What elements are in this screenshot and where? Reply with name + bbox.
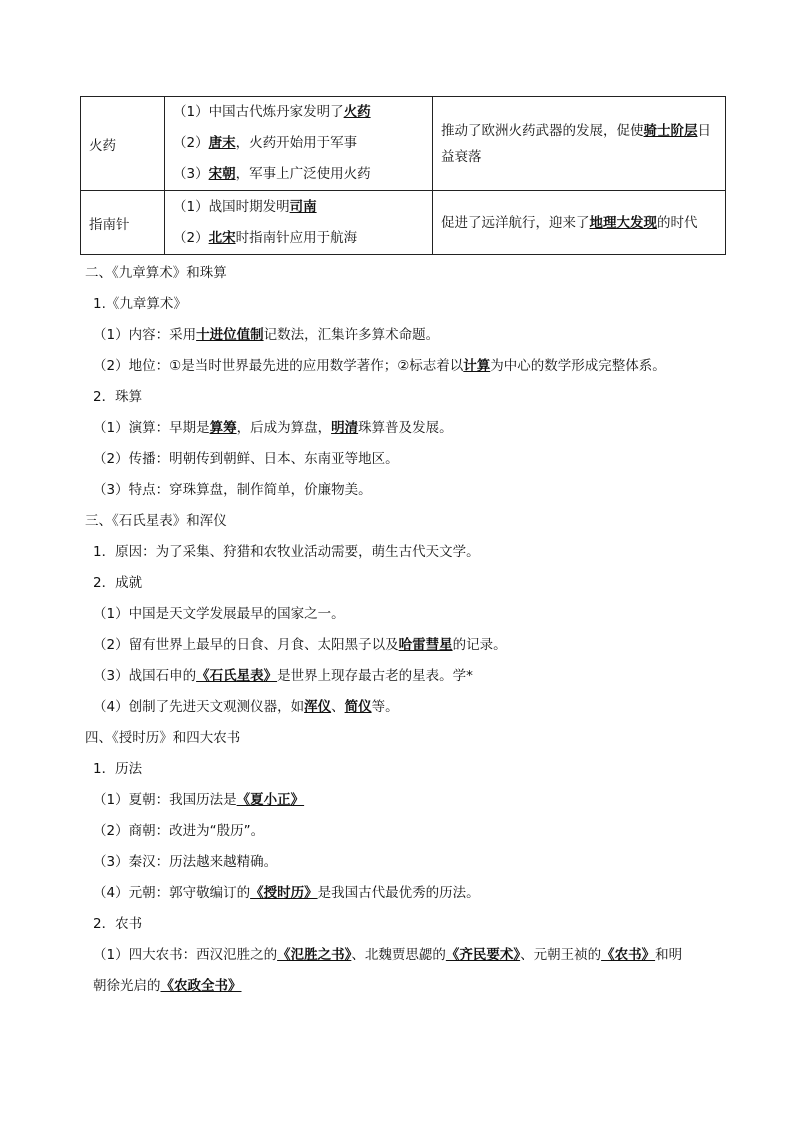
text-run: （1）夏朝：我国历法是 <box>93 792 237 808</box>
text-run: （2）地位：①是当时世界最先进的应用数学著作；②标志着以 <box>93 358 464 374</box>
paragraph-line <box>93 971 733 1002</box>
paragraph-line <box>93 475 733 506</box>
text-run: 1．原因：为了采集、狩猎和农牧业活动需要，萌生古代天文学。 <box>93 544 480 560</box>
text-run: 朝徐光启的 <box>93 978 161 994</box>
text-run: 是世界上现存最古老的星表。学* <box>277 668 473 684</box>
text-run: ，后成为算盘， <box>236 420 332 436</box>
subsection-heading: 1．历法 <box>93 761 143 777</box>
key-term: 司南 <box>289 198 317 215</box>
point-line <box>173 223 424 254</box>
key-term: 宋朝 <box>208 166 236 182</box>
text-run: 等。 <box>371 699 399 715</box>
section-heading: 三、《石氏星表》和浑仪 <box>85 513 227 529</box>
invention-impact <box>433 191 726 255</box>
point-text: （1）战国时期发明 <box>173 198 290 215</box>
paragraph-line <box>93 444 733 475</box>
key-term: 浑仪 <box>304 699 332 715</box>
point-line <box>173 128 424 159</box>
paragraph-line <box>93 320 733 351</box>
invention-points <box>165 97 433 191</box>
text-run: （3）秦汉：历法越来越精确。 <box>93 854 278 870</box>
point-line <box>173 97 424 128</box>
text-run: 、北魏贾思勰的 <box>351 947 446 963</box>
impact-text: 推动了欧洲火药武器的发展，促使 <box>441 122 644 139</box>
key-term: 《氾胜之书》 <box>277 947 352 963</box>
paragraph-line <box>93 940 733 971</box>
invention-points <box>165 191 433 255</box>
text-run: 和明 <box>655 947 683 963</box>
paragraph-line <box>93 785 733 816</box>
text-run: （3）特点：穿珠算盘，制作简单，价廉物美。 <box>93 482 372 498</box>
paragraph-line <box>93 537 733 568</box>
paragraph-line <box>93 661 733 692</box>
key-term: 简仪 <box>344 699 372 715</box>
text-run: （2）留有世界上最早的日食、月食、太阳黑子以及 <box>93 637 399 653</box>
text-run: 、元朝王祯的 <box>520 947 602 963</box>
subsection-heading: 2．珠算 <box>93 389 143 405</box>
key-term: 哈雷彗星 <box>398 637 453 653</box>
text-run: （1）演算：早期是 <box>93 420 210 436</box>
point-text: ，军事上广泛使用火药 <box>235 166 371 182</box>
impact-text: 日益衰落 <box>441 122 711 165</box>
key-term: 《齐民要术》 <box>445 947 521 963</box>
point-text: ，火药开始用于军事 <box>235 135 358 151</box>
text-run: （4）创制了先进天文观测仪器，如 <box>93 699 305 715</box>
text-run: （1）四大农书：西汉氾胜之的 <box>93 947 278 963</box>
section-heading: 四、《授时历》和四大农书 <box>85 730 241 746</box>
key-term: 《授时历》 <box>250 885 318 901</box>
text-run: （2）商朝：改进为“殷历”。 <box>93 823 265 839</box>
paragraph-line <box>93 847 733 878</box>
text-run: （1）内容：采用 <box>93 327 197 343</box>
invention-name: 火药 <box>81 97 165 191</box>
key-term: 明清 <box>331 420 359 436</box>
subsection-heading: 2．农书 <box>93 916 143 932</box>
key-term: 十进位值制 <box>196 327 264 343</box>
paragraph-line <box>93 692 733 723</box>
key-term: 地理大发现 <box>589 214 657 231</box>
key-term: 骑士阶层 <box>643 122 698 139</box>
point-line <box>173 192 424 223</box>
point-text: （3） <box>173 166 209 182</box>
table-row <box>81 97 726 191</box>
paragraph-line <box>93 878 733 909</box>
key-term: 计算 <box>463 358 491 374</box>
paragraph-line <box>93 630 733 661</box>
key-term: 《农政全书》 <box>160 978 242 994</box>
key-term: 《夏小正》 <box>236 792 305 808</box>
point-line <box>173 159 424 190</box>
text-run: 的记录。 <box>452 637 507 653</box>
notes-body <box>85 258 733 1002</box>
subsection-heading: 1.《九章算术》 <box>93 296 187 312</box>
point-text: 时指南针应用于航海 <box>235 229 358 246</box>
text-run: （1）中国是天文学发展最早的国家之一。 <box>93 606 345 622</box>
point-text: （2） <box>173 135 209 151</box>
impact-text: 促进了远洋航行，迎来了 <box>441 214 590 231</box>
key-term: 算筹 <box>209 420 237 436</box>
paragraph-line <box>93 816 733 847</box>
inventions-table <box>80 96 726 255</box>
text-run: 是我国古代最优秀的历法。 <box>317 885 480 901</box>
subsection-heading: 2．成就 <box>93 575 143 591</box>
paragraph-line <box>93 351 733 382</box>
text-run: （2）传播：明朝传到朝鲜、日本、东南亚等地区。 <box>93 451 399 467</box>
invention-impact <box>433 97 726 191</box>
impact-text: 的时代 <box>657 214 698 231</box>
paragraph-line <box>93 599 733 630</box>
key-term: 火药 <box>343 104 371 120</box>
key-term: 唐末 <box>208 135 236 151</box>
text-run: （4）元朝：郭守敬编订的 <box>93 885 251 901</box>
table-row <box>81 191 726 255</box>
point-text: （1）中国古代炼丹家发明了 <box>173 104 344 120</box>
key-term: 北宋 <box>208 229 236 246</box>
key-term: 《石氏星表》 <box>196 668 278 684</box>
point-text: （2） <box>173 229 209 246</box>
text-run: （3）战国石申的 <box>93 668 197 684</box>
invention-name: 指南针 <box>81 191 165 255</box>
paragraph-line <box>93 413 733 444</box>
text-run: 、 <box>331 699 345 715</box>
text-run: 为中心的数学形成完整体系。 <box>490 358 666 374</box>
section-heading: 二、《九章算术》和珠算 <box>85 265 227 281</box>
key-term: 《农书》 <box>601 947 656 963</box>
text-run: 珠算普及发展。 <box>358 420 453 436</box>
text-run: 记数法，汇集许多算术命题。 <box>263 327 440 343</box>
